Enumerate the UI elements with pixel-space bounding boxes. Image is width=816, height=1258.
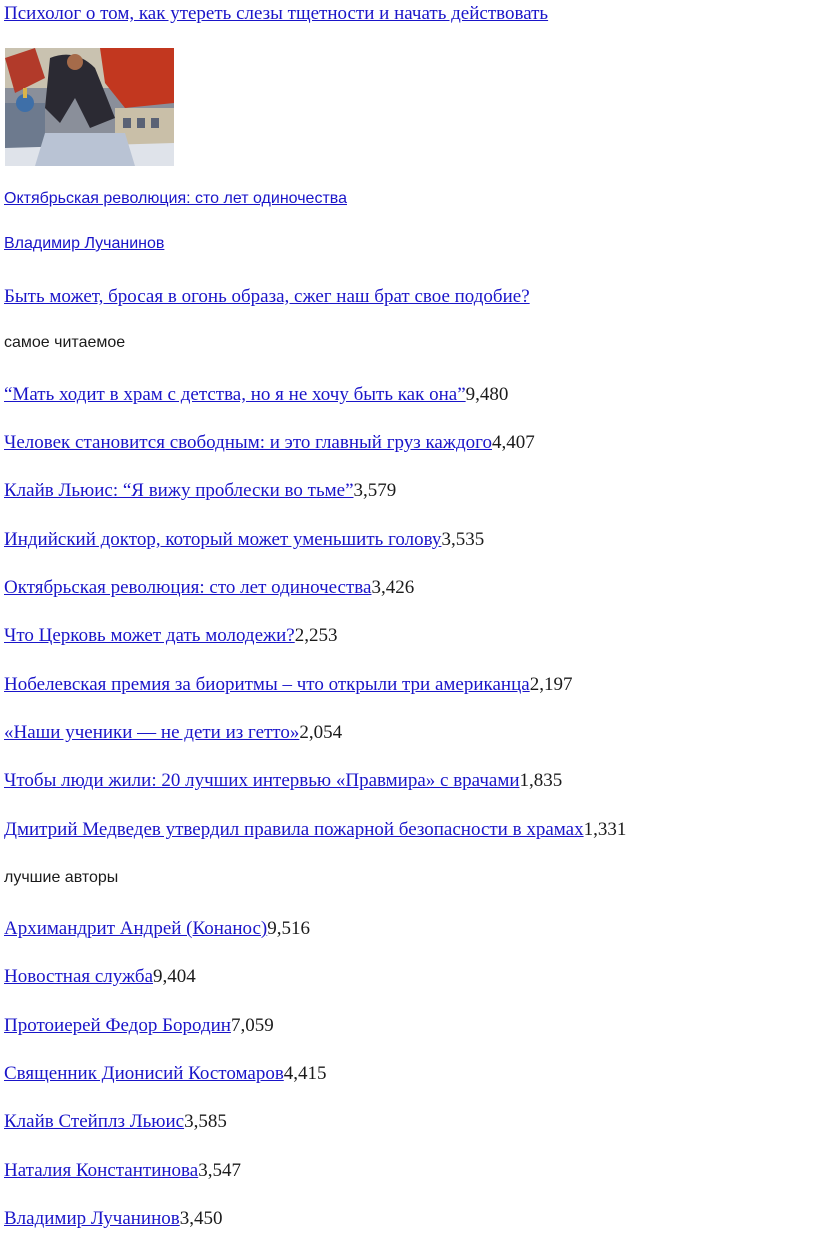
- author-link[interactable]: Наталия Константинова: [4, 1160, 199, 1181]
- featured-author-link[interactable]: Владимир Лучанинов: [4, 235, 165, 252]
- list-item: [4, 1064, 327, 1083]
- view-count: 2,054: [299, 722, 343, 743]
- most-read-link[interactable]: Клайв Льюис: “Я вижу проблески во тьме”: [4, 480, 354, 501]
- painting-thumbnail[interactable]: [5, 48, 174, 166]
- view-count: 4,407: [491, 432, 535, 453]
- author-count: 3,547: [198, 1160, 241, 1181]
- featured-title-row: [4, 191, 347, 207]
- list-item: [4, 385, 508, 404]
- list-item: [4, 919, 310, 938]
- author-count: 3,585: [184, 1111, 227, 1132]
- view-count: 1,835: [519, 770, 563, 791]
- view-count: 3,426: [371, 577, 415, 598]
- author-link[interactable]: Протоиерей Федор Бородин: [4, 1015, 231, 1036]
- view-count: 9,480: [465, 384, 509, 405]
- featured-subtitle-link[interactable]: Быть может, бросая в огонь образа, сжег наш брат свое подобие?: [4, 286, 530, 307]
- painting-image: [5, 48, 174, 166]
- author-link[interactable]: Архимандрит Андрей (Конанос): [4, 918, 268, 939]
- most-read-link[interactable]: «Наши ученики — не дети из гетто»: [4, 722, 300, 743]
- list-item: [4, 1112, 227, 1131]
- author-count: 4,415: [283, 1063, 327, 1084]
- list-item: [4, 481, 396, 500]
- most-read-link[interactable]: Дмитрий Медведев утвердил правила пожарной безопасности в храмах: [4, 819, 584, 840]
- list-item: [4, 626, 337, 645]
- list-item: [4, 578, 414, 597]
- author-link[interactable]: Новостная служба: [4, 966, 154, 987]
- list-item: [4, 1209, 223, 1228]
- view-count: 2,197: [529, 674, 573, 695]
- list-item: [4, 675, 572, 694]
- author-count: 7,059: [230, 1015, 274, 1036]
- author-link[interactable]: Клайв Стейплз Льюис: [4, 1111, 185, 1132]
- most-read-link[interactable]: Октябрьская революция: сто лет одиночества: [4, 577, 372, 598]
- best-authors-heading: лучшие авторы: [4, 869, 119, 886]
- author-count: 3,450: [179, 1208, 223, 1229]
- author-link[interactable]: Священник Дионисий Костомаров: [4, 1063, 284, 1084]
- most-read-heading: самое читаемое: [4, 334, 126, 351]
- most-read-link[interactable]: Человек становится свободным: и это главный груз каждого: [4, 432, 492, 453]
- most-read-link[interactable]: “Мать ходит в храм с детства, но я не хочу быть как она”: [4, 384, 466, 405]
- list-item: [4, 820, 626, 839]
- most-read-link[interactable]: Нобелевская премия за биоритмы – что открыли три американца: [4, 674, 530, 695]
- view-count: 2,253: [294, 625, 338, 646]
- list-item: [4, 433, 535, 452]
- featured-author-row: [4, 236, 164, 252]
- most-read-link[interactable]: Чтобы люди жили: 20 лучших интервью «Правмира» с врачами: [4, 770, 520, 791]
- view-count: 3,535: [441, 529, 485, 550]
- featured-subtitle-row: [4, 287, 530, 306]
- top-article-link[interactable]: Психолог о том, как утереть слезы тщетности и начать действовать: [4, 3, 549, 24]
- list-item: [4, 723, 342, 742]
- top-article-row: [4, 4, 548, 23]
- author-count: 9,516: [267, 918, 310, 939]
- list-item: [4, 530, 484, 549]
- view-count: 3,579: [353, 480, 397, 501]
- author-count: 9,404: [153, 966, 196, 987]
- most-read-link[interactable]: Что Церковь может дать молодежи?: [4, 625, 295, 646]
- list-item: [4, 1161, 241, 1180]
- most-read-link[interactable]: Индийский доктор, который может уменьшить голову: [4, 529, 442, 550]
- list-item: [4, 1016, 274, 1035]
- view-count: 1,331: [583, 819, 627, 840]
- featured-title-link[interactable]: Октябрьская революция: сто лет одиночества: [4, 190, 347, 207]
- author-link[interactable]: Владимир Лучанинов: [4, 1208, 180, 1229]
- list-item: [4, 771, 562, 790]
- list-item: [4, 967, 196, 986]
